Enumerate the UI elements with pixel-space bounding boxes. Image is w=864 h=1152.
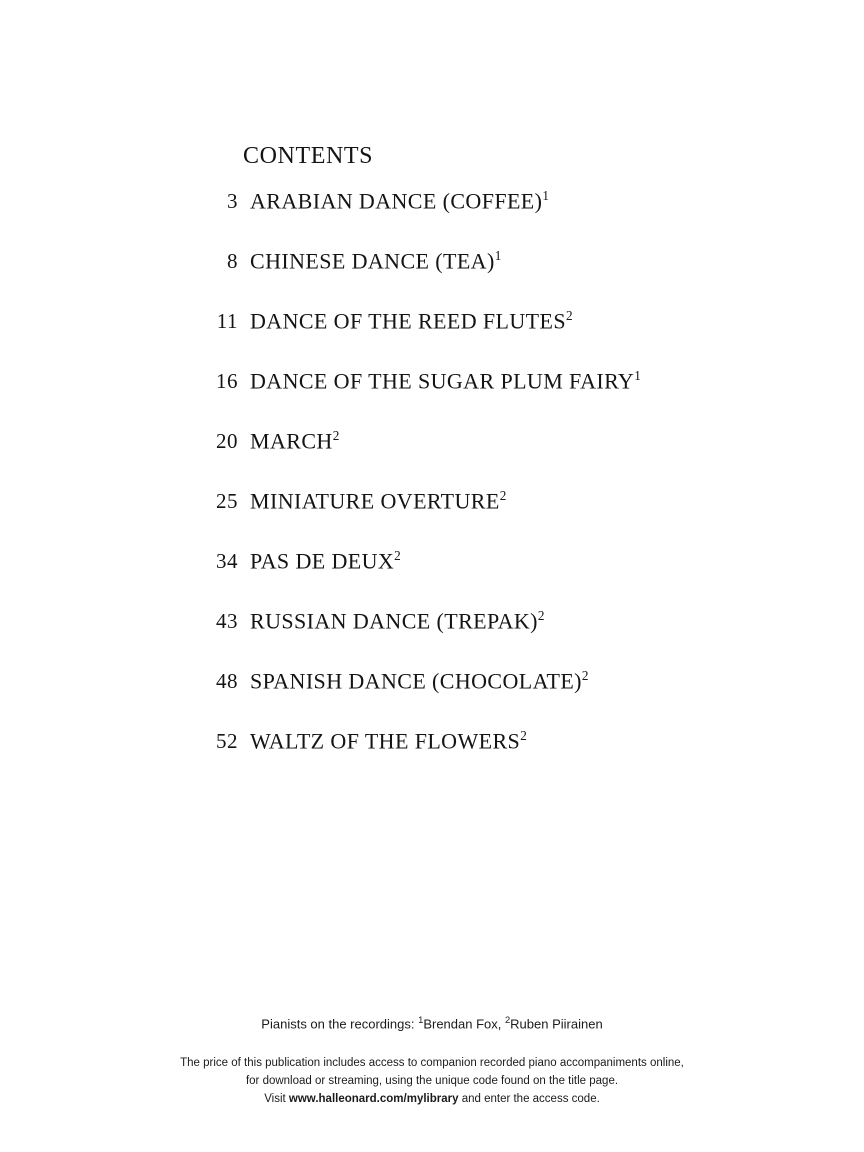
list-item[interactable] (160, 728, 720, 788)
toc-entry-footnote: 2 (499, 488, 507, 503)
toc-entry-text: CHINESE DANCE (TEA) (250, 248, 495, 274)
list-item[interactable] (160, 488, 720, 548)
recording-credits (0, 1015, 864, 1031)
toc-entry-text: WALTZ OF THE FLOWERS (250, 728, 521, 754)
list-item[interactable] (160, 368, 720, 428)
notice-line-3-suffix: and enter the access code. (458, 1093, 600, 1105)
toc-page-number: 3 (227, 189, 238, 214)
toc-page-number: 8 (227, 249, 238, 274)
toc-entry-footnote: 2 (332, 428, 340, 443)
toc-page-number: 34 (216, 549, 238, 574)
list-item[interactable] (160, 188, 720, 248)
toc-entry-text: MINIATURE OVERTURE (250, 488, 500, 514)
toc-entry-text: SPANISH DANCE (CHOCOLATE) (250, 668, 582, 694)
toc-entry-footnote: 2 (520, 728, 527, 743)
list-item[interactable] (160, 548, 720, 608)
credits-mark-two: 2 (504, 1015, 511, 1025)
list-item[interactable] (160, 668, 720, 728)
notice-visit-label: Visit (264, 1093, 289, 1105)
toc-page-number: 16 (216, 369, 238, 394)
list-item[interactable] (160, 428, 720, 488)
toc-entry-footnote: 1 (542, 188, 549, 203)
toc-entry-text: DANCE OF THE REED FLUTES (250, 308, 566, 334)
library-url-link[interactable]: www.halleonard.com/mylibrary (288, 1093, 459, 1105)
toc-entry-title (250, 368, 641, 394)
toc-entry-title (250, 308, 573, 334)
toc-entry-title (250, 668, 588, 694)
credits-pianist-two: Ruben Piirainen (510, 1016, 603, 1032)
credits-prefix: Pianists on the recordings: (261, 1016, 419, 1032)
toc-page-number: 43 (216, 609, 238, 634)
toc-entry-text: RUSSIAN DANCE (TREPAK) (250, 608, 538, 634)
page-title: CONTENTS (243, 143, 374, 169)
credits-mark-one: 1 (418, 1015, 424, 1025)
toc-entry-footnote: 2 (394, 548, 401, 563)
toc-entry-title (250, 548, 401, 574)
notice-line-1: The price of this publication includes access to companion recorded piano accompaniments online, (180, 1057, 684, 1069)
toc-entry-title (250, 188, 549, 214)
toc-entry-title (250, 428, 339, 454)
toc-entry-title (250, 488, 506, 514)
notice-line-2: for download or streaming, using the unique code found on the title page. (245, 1075, 619, 1087)
list-item[interactable] (160, 248, 720, 308)
toc-page-number: 48 (216, 669, 238, 694)
notice-line-3 (0, 1090, 864, 1108)
toc-page-number: 11 (216, 309, 238, 334)
toc-entry-text: DANCE OF THE SUGAR PLUM FAIRY (250, 368, 635, 394)
toc-entry-text: MARCH (250, 428, 333, 454)
access-notice (0, 1054, 864, 1108)
toc-entry-footnote: 2 (581, 668, 589, 683)
toc-entry-title (250, 608, 545, 634)
credits-pianist-one: Brendan Fox, (423, 1016, 505, 1032)
toc-page-number: 52 (216, 729, 238, 754)
toc-entry-title (250, 248, 501, 274)
toc-entry-title (250, 728, 527, 754)
toc-page-number: 20 (216, 429, 238, 454)
list-item[interactable] (160, 308, 720, 368)
toc-entry-text: ARABIAN DANCE (COFFEE) (250, 188, 543, 214)
toc-entry-footnote: 2 (537, 608, 545, 623)
toc-entry-text: PAS DE DEUX (250, 548, 395, 574)
toc-entry-footnote: 1 (494, 248, 502, 263)
list-item[interactable] (160, 608, 720, 668)
table-of-contents (160, 188, 720, 788)
toc-page-number: 25 (216, 489, 238, 514)
toc-entry-footnote: 1 (634, 368, 641, 383)
toc-entry-footnote: 2 (565, 308, 573, 323)
